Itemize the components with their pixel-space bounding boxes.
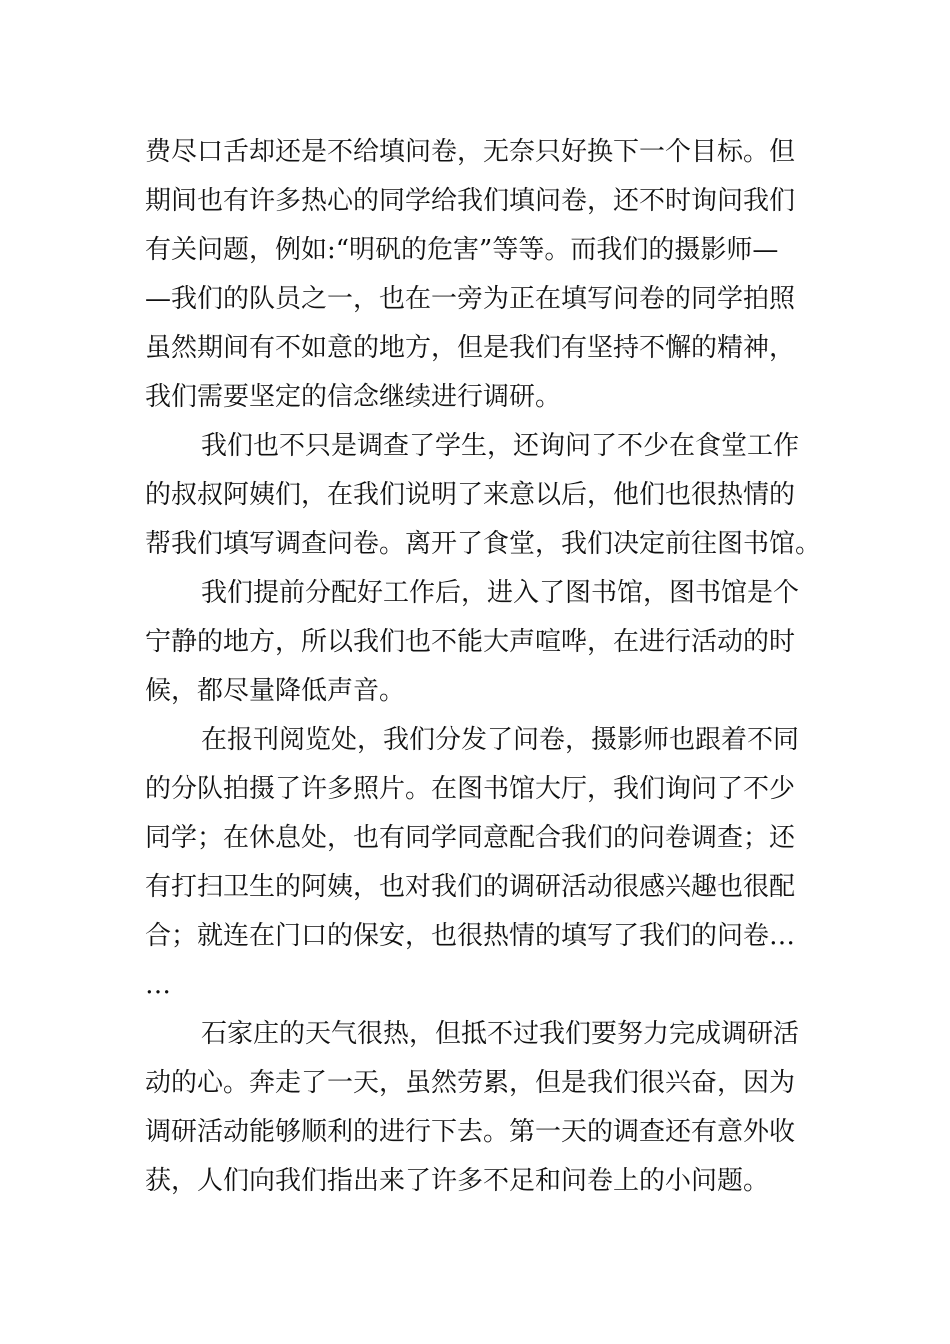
paragraph-5 [145,1010,810,1206]
text-line: 的分队拍摄了许多照片。在图书馆大厅，我们询问了不少 [145,774,796,804]
text-line: 的叔叔阿姨们，在我们说明了来意以后，他们也很热情的 [145,480,796,510]
paragraph-1 [145,128,810,422]
text-line: 宁静的地方，所以我们也不能大声喧哗，在进行活动的时 [145,627,796,657]
text-line: 同学；在休息处，也有同学同意配合我们的问卷调查；还 [145,823,796,853]
text-line: 调研活动能够顺利的进行下去。第一天的调查还有意外收 [145,1117,796,1147]
text-line: 虽然期间有不如意的地方，但是我们有坚持不懈的精神， [145,333,796,363]
text-line: —我们的队员之一，也在一旁为正在填写问卷的同学拍照 [145,284,796,314]
text-line: 有关问题，例如:“明矾的危害”等等。而我们的摄影师— [145,235,779,265]
text-line: 我们提前分配好工作后，进入了图书馆，图书馆是个 [201,578,800,608]
paragraph-2 [145,422,822,569]
text-line: 候，都尽量降低声音。 [145,676,406,706]
paragraph-4 [145,716,810,1010]
text-line: 在报刊阅览处，我们分发了问卷，摄影师也跟着不同 [201,725,800,755]
text-line: … [145,970,171,1000]
body-text [145,128,822,1206]
text-line: 获，人们向我们指出来了许多不足和问卷上的小问题。 [145,1166,770,1196]
text-line: 石家庄的天气很热，但抵不过我们要努力完成调研活 [201,1019,800,1049]
text-line: 我们需要坚定的信念继续进行调研。 [145,382,562,412]
text-line: 费尽口舌却还是不给填问卷，无奈只好换下一个目标。但 [145,137,796,167]
text-line: 动的心。奔走了一天，虽然劳累，但是我们很兴奋，因为 [145,1068,796,1098]
text-line: 合；就连在门口的保安，也很热情的填写了我们的问卷… [145,921,796,951]
text-line: 期间也有许多热心的同学给我们填问卷，还不时询问我们 [145,186,796,216]
paragraph-3 [145,569,810,716]
text-line: 帮我们填写调查问卷。离开了食堂，我们决定前往图书馆。 [145,529,822,559]
text-line: 有打扫卫生的阿姨，也对我们的调研活动很感兴趣也很配 [145,872,796,902]
text-line: 我们也不只是调查了学生，还询问了不少在食堂工作 [201,431,800,461]
